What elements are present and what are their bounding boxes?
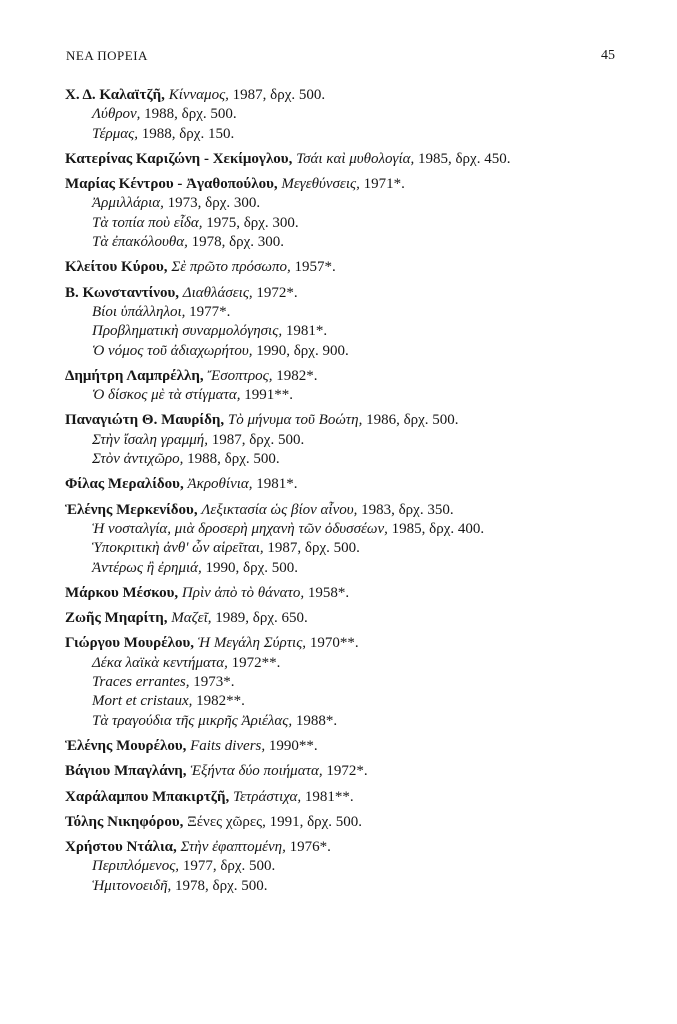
work-line (65, 303, 625, 322)
work-title: Ὁ δίσκος μὲ τὰ στίγματα, (92, 387, 241, 404)
work-title: Στὸν ἀντιχῶρο, (92, 451, 184, 468)
work-details: 1977*. (185, 303, 231, 320)
work-details: 1989, δρχ. 650. (211, 610, 308, 627)
work-line (65, 673, 625, 692)
work-details: 1981**. (301, 788, 354, 805)
work-details: 1990**. (265, 737, 318, 754)
work-title: Στὴν ἐφαπτομένη, (180, 839, 286, 856)
work-title: Μεγεθύνσεις, (281, 176, 360, 193)
author-name: Χ. Δ. Καλαϊτζῆ, (65, 87, 165, 103)
work-line (65, 214, 625, 233)
entry-line (65, 284, 625, 303)
work-details: 1990, δρχ. 500. (201, 559, 299, 576)
work-title: Βίοι ὑπάλληλοι, (92, 303, 186, 320)
work-title: Ἀντέρως ἢ ἐρημιά, (92, 559, 202, 576)
work-title: Ἔσοπτρος, (207, 367, 273, 384)
author-name: Ζωῆς Μηαρίτη, (65, 610, 168, 627)
entry-line (65, 150, 625, 169)
entry-line (65, 86, 625, 105)
work-title: Περιπλόμενος, (92, 858, 180, 875)
running-header (66, 48, 615, 68)
work-line (65, 233, 625, 252)
entry-line (65, 501, 625, 520)
work-details: 1957*. (290, 259, 336, 276)
author-name: Δημήτρη Λαμπρέλλη, (65, 367, 204, 384)
work-line (65, 692, 625, 711)
work-details: 1987, δρχ. 500. (207, 431, 305, 448)
work-details: 1976*. (285, 839, 331, 856)
work-title: Τὰ ἐπακόλουθα, (92, 234, 188, 251)
work-title: Τετράστιχα, (232, 788, 302, 805)
work-line (65, 125, 625, 144)
work-details: 1988, δρχ. 150. (137, 125, 235, 142)
work-details: 1978, δρχ. 500. (171, 877, 268, 894)
author-name: Κατερίνας Καριζώνη - Χεκίμογλου, (65, 150, 293, 167)
work-details: 1973*. (189, 674, 235, 691)
entry-line (65, 762, 625, 781)
author-name: Χαράλαμπου Μπακιρτζῆ, (65, 788, 230, 805)
work-title: Τὰ τοπία ποὺ εἶδα, (92, 214, 203, 231)
work-details: 1973, δρχ. 300. (163, 195, 261, 212)
entry-line (65, 175, 625, 194)
work-title: Ἡμιτονοειδῆ, (92, 877, 172, 894)
author-name: Τόλης Νικηφόρου, (65, 813, 184, 830)
work-details: 1982*. (272, 367, 318, 384)
page-number: 45 (601, 48, 615, 63)
work-details: 1977, δρχ. 500. (179, 858, 276, 875)
work-details: 1983, δρχ. 350. (357, 501, 454, 518)
work-details: 1988, δρχ. 500. (140, 106, 237, 123)
author-name: Βάγιου Μπαγλάνη, (65, 763, 187, 780)
work-title: Λεξικτασία ὡς βίον αἶνου, (201, 501, 358, 518)
work-details: 1988*. (292, 712, 338, 729)
work-title: Ὁ νόμος τοῦ ἀδιαχωρήτου, (92, 342, 253, 359)
work-line (65, 877, 625, 896)
work-title: Σὲ πρῶτο πρόσωπο, (171, 259, 291, 276)
work-details: 1971*. (359, 176, 405, 193)
entry-line (65, 788, 625, 807)
work-line (65, 431, 625, 450)
work-line (65, 559, 625, 578)
work-details: 1982**. (192, 693, 245, 710)
work-title: Δέκα λαϊκὰ κεντήματα, (92, 654, 228, 671)
work-title: Ἑξήντα δύο ποιήματα, (190, 763, 323, 780)
author-name: Παναγιώτη Θ. Μαυρίδη, (65, 412, 225, 429)
author-name: Μάρκου Μέσκου, (65, 584, 179, 601)
work-line (65, 520, 625, 539)
work-title: Διαθλάσεις, (182, 284, 253, 301)
work-details: 1978, δρχ. 300. (187, 234, 285, 251)
work-details: 1981*. (252, 476, 298, 493)
author-name: Β. Κωνσταντίνου, (65, 284, 180, 301)
work-title: Τέρμας, (92, 125, 138, 142)
author-name: Ἑλένης Μερκενίδου, (65, 501, 198, 518)
work-title: Στὴν ἴσαλη γραμμή, (92, 431, 208, 448)
work-details: 1958*. (304, 584, 350, 601)
work-details: 1985, δρχ. 450. (414, 150, 511, 167)
work-title: Ἡ Μεγάλη Σύρτις, (197, 635, 307, 652)
work-details: 1986, δρχ. 500. (362, 412, 459, 429)
work-line (65, 342, 625, 361)
work-title: Ἀρμιλλάρια, (92, 195, 164, 212)
author-name: Γιώργου Μουρέλου, (65, 635, 195, 652)
work-details: 1988, δρχ. 500. (183, 451, 280, 468)
work-details: 1975, δρχ. 300. (202, 214, 299, 231)
work-line (65, 712, 625, 731)
work-line (65, 194, 625, 213)
work-details: 1981*. (282, 323, 328, 340)
author-name: Χρήστου Ντάλια, (65, 839, 177, 856)
work-title: Λύθρον, (92, 106, 141, 123)
work-details: 1987, δρχ. 500. (228, 87, 326, 103)
work-title: Κίνναμος, (168, 87, 229, 103)
entry-line (65, 609, 625, 628)
journal-title: ΝΕΑ ΠΟΡΕΙΑ (66, 48, 148, 63)
work-title: Traces errantes, (92, 674, 190, 691)
work-title: Ὑποκριτικὴ ἀνθ' ὧν αἱρεῖται, (92, 540, 264, 557)
work-details: 1987, δρχ. 500. (263, 540, 360, 557)
work-line (65, 105, 625, 124)
work-title: Προβληματικὴ συναρμολόγησις, (92, 323, 283, 340)
work-details: 1991, δρχ. 500. (265, 813, 363, 830)
work-title: Ξένες χῶρες, (187, 813, 266, 830)
entry-line (65, 411, 625, 430)
work-details: 1972*. (252, 284, 298, 301)
work-title: Πρὶν ἀπὸ τὸ θάνατο, (181, 584, 305, 601)
work-line (65, 450, 625, 469)
work-details: 1972*. (322, 763, 368, 780)
author-name: Φίλας Μεραλίδου, (65, 476, 184, 493)
work-details: 1990, δρχ. 900. (252, 342, 349, 359)
work-title: Ἡ νοσταλγία, μιὰ δροσερὴ μηχανὴ τῶν ὀδυσσέων, (92, 520, 388, 537)
bibliography-list (65, 86, 625, 896)
entry-line (65, 367, 625, 386)
author-name: Κλείτου Κύρου, (65, 259, 168, 276)
entry-line (65, 475, 625, 494)
author-name: Μαρίας Κέντρου - Ἀγαθοπούλου, (65, 176, 278, 193)
work-details: 1970**. (306, 635, 359, 652)
work-title: Τὸ μήνυμα τοῦ Βοώτη, (227, 412, 363, 429)
work-line (65, 386, 625, 405)
entry-line (65, 838, 625, 857)
entry-line (65, 634, 625, 653)
work-title: Faits divers, (190, 737, 266, 754)
work-details: 1991**. (240, 387, 294, 404)
work-title: Mort et cristaux, (92, 693, 193, 710)
author-name: Ἑλένης Μουρέλου, (65, 737, 187, 754)
work-details: 1972**. (227, 654, 281, 671)
work-details: 1985, δρχ. 400. (387, 520, 485, 537)
work-line (65, 857, 625, 876)
work-title: Τὰ τραγούδια τῆς μικρῆς Ἀριέλας, (92, 712, 293, 729)
work-line (65, 654, 625, 673)
work-title: Τσάι καὶ μυθολογία, (296, 150, 415, 167)
entry-line (65, 737, 625, 756)
entry-line (65, 584, 625, 603)
work-line (65, 539, 625, 558)
entry-line (65, 258, 625, 277)
work-line (65, 322, 625, 341)
work-title: Ἀκροθίνια, (187, 476, 253, 493)
entry-line (65, 813, 625, 832)
work-title: Μαζεῖ, (171, 610, 212, 627)
